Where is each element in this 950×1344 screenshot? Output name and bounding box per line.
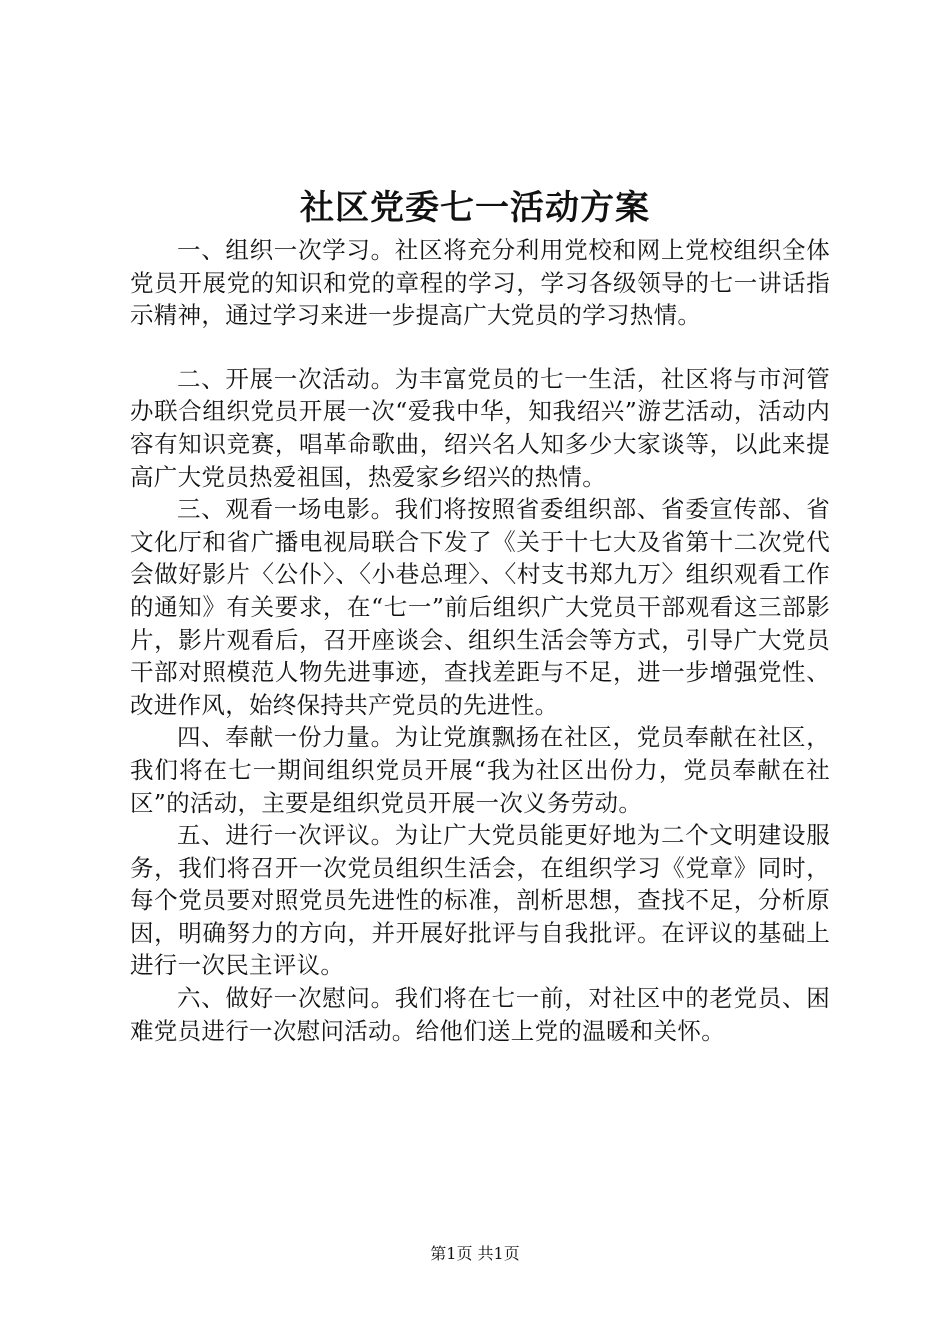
document-body [130, 234, 830, 1047]
paragraph-3: 三、观看一场电影。我们将按照省委组织部、省委宣传部、省文化厅和省广播电视局联合下发了《关于十七大及省第十二次党代会做好影片〈公仆〉、〈小巷总理〉、〈村支书郑九万〉组织观看工作的通知》有关要求，在“七一”前后组织广大党员干部观看这三部影片，影片观看后，召开座谈会、组织生活会等方式，引导广大党员干部对照模范人物先进事迹，查找差距与不足，进一步增强党性、改进作风，始终保持共产党员的先进性。 [130, 495, 830, 719]
paragraph-5: 五、进行一次评议。为让广大党员能更好地为二个文明建设服务，我们将召开一次党员组织生活会，在组织学习《党章》同时，每个党员要对照党员先进性的标准，剖析思想，查找不足，分析原因，明确努力的方向，并开展好批评与自我批评。在评议的基础上进行一次民主评议。 [130, 821, 830, 980]
paragraph-6: 六、做好一次慰问。我们将在七一前，对社区中的老党员、困难党员进行一次慰问活动。给他们送上党的温暖和关怀。 [130, 984, 830, 1045]
page-footer: 第1页 共1页 [430, 1244, 520, 1263]
paragraph-1: 一、组织一次学习。社区将充分利用党校和网上党校组织全体党员开展党的知识和党的章程的学习，学习各级领导的七一讲话指示精神，通过学习来进一步提高广大党员的学习热情。 [130, 236, 830, 330]
paragraph-4: 四、奉献一份力量。为让党旗飘扬在社区，党员奉献在社区，我们将在七一期间组织党员开展“我为社区出份力，党员奉献在社区”的活动，主要是组织党员开展一次义务劳动。 [130, 723, 830, 817]
document-title: 社区党委七一活动方案 [300, 188, 650, 228]
paragraph-2: 二、开展一次活动。为丰富党员的七一生活，社区将与市河管办联合组织党员开展一次“爱我中华，知我绍兴”游艺活动，活动内容有知识竞赛，唱革命歌曲，绍兴名人知多少大家谈等，以此来提高广大党员热爱祖国，热爱家乡绍兴的热情。 [130, 364, 830, 491]
